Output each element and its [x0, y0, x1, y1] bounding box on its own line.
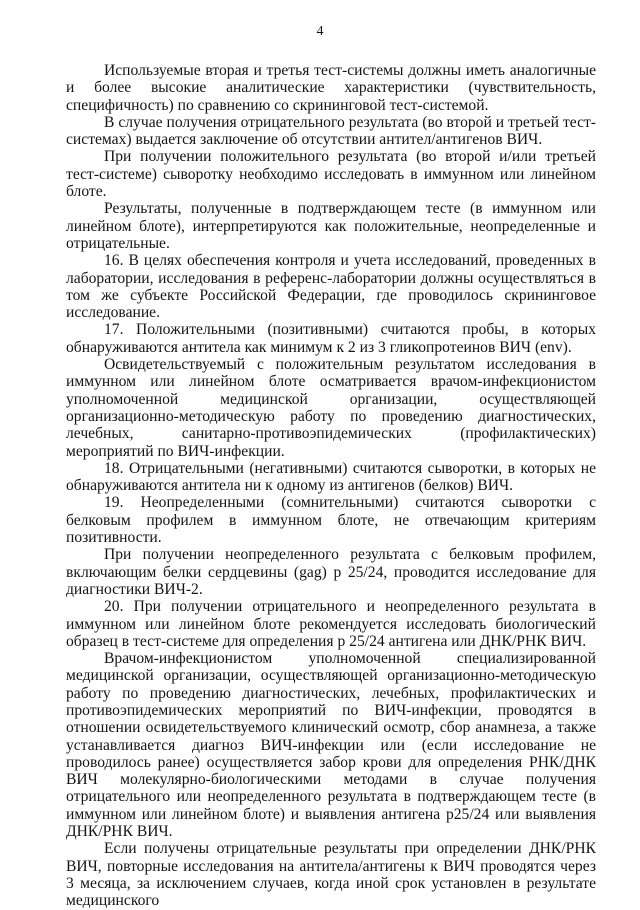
paragraph-negative-result-conclusion: В случае получения отрицательного результата (во второй и третьей тест-системах) выдается заключение об отсутствии антител/антигенов ВИЧ.	[66, 113, 596, 149]
paragraph-item-16: 16. В целях обеспечения контроля и учета исследований, проведенных в лаборатории, исследования в референс-лаборатории должны осуществляться в том же субъекте Российской Федерации, где проводилось скрининговое исследование.	[66, 252, 596, 322]
paragraph-positive-examination: Освидетельствуемый с положительным результатом исследования в иммунном или линейном блоте осматривается врачом-инфекционистом уполномоченной медицинской организации, осуществляющей организационно-методическую работу по проведению диагностических, лечебных, санитарно-противоэпидемических (профилактических) мероприятий по ВИЧ-инфекции.	[66, 356, 596, 460]
paragraph-hiv2-diagnostics: При получении неопределенного результата с белковым профилем, включающим белки сердцевины (gag) p 25/24, проводится исследование для диагностики ВИЧ-2.	[66, 546, 596, 598]
paragraph-positive-result-blot: При получении положительного результата (во второй и/или третьей тест-системе) сыворотку необходимо исследовать в иммунном или линейном блоте.	[66, 148, 596, 201]
page-number: 4	[316, 24, 324, 39]
paragraph-item-17: 17. Положительными (позитивными) считаются пробы, в которых обнаруживаются антитела как минимум к 2 из 3 гликопротеинов ВИЧ (env).	[66, 321, 596, 356]
paragraph-test-systems-characteristics: Используемые вторая и третья тест-системы должны иметь аналогичные и более высокие аналитические характеристики (чувствительность, специфичность) по сравнению со скрининговой тест-системой.	[66, 62, 596, 114]
paragraph-infectionist-procedures: Врачом-инфекционистом уполномоченной специализированной медицинской организации, осуществляющей организационно-методическую работу по проведению диагностических, лечебных, профилактических и противоэпидемических мероприятий по ВИЧ-инфекции, проводятся в отношении освидетельствуемого клинический осмотр, сбор анамнеза, а также устанавливается диагноз ВИЧ-инфекции или (если исследование не проводилось ранее) осуществляется забор крови для определения РНК/ДНК ВИЧ молекулярно-биологическими методами в случае получения отрицательного или неопределенного результата в подтверждающем тесте (в иммунном или линейном блоте) и выявления антигена p25/24 или выявления ДНК/РНК ВИЧ.	[66, 650, 596, 841]
paragraph-repeat-testing: Если получены отрицательные результаты при определении ДНК/РНК ВИЧ, повторные исследования на антитела/антигены к ВИЧ проводятся через 3 месяца, за исключением случаев, когда иной срок установлен в результате медицинского	[66, 840, 596, 910]
paragraph-item-20: 20. При получении отрицательного и неопределенного результата в иммунном или линейном блоте рекомендуется исследовать биологический образец в тест-системе для определения p 25/24 антигена или ДНК/РНК ВИЧ.	[66, 598, 596, 650]
document-body	[66, 62, 596, 910]
paragraph-confirmatory-interpretation: Результаты, полученные в подтверждающем тесте (в иммунном или линейном блоте), интерпретируются как положительные, неопределенные и отрицательные.	[66, 200, 596, 252]
paragraph-item-19: 19. Неопределенными (сомнительными) считаются сыворотки с белковым профилем в иммунном блоте, не отвечающим критериям позитивности.	[66, 494, 596, 547]
paragraph-item-18: 18. Отрицательными (негативными) считаются сыворотки, в которых не обнаруживаются антитела ни к одному из антигенов (белков) ВИЧ.	[66, 459, 596, 495]
